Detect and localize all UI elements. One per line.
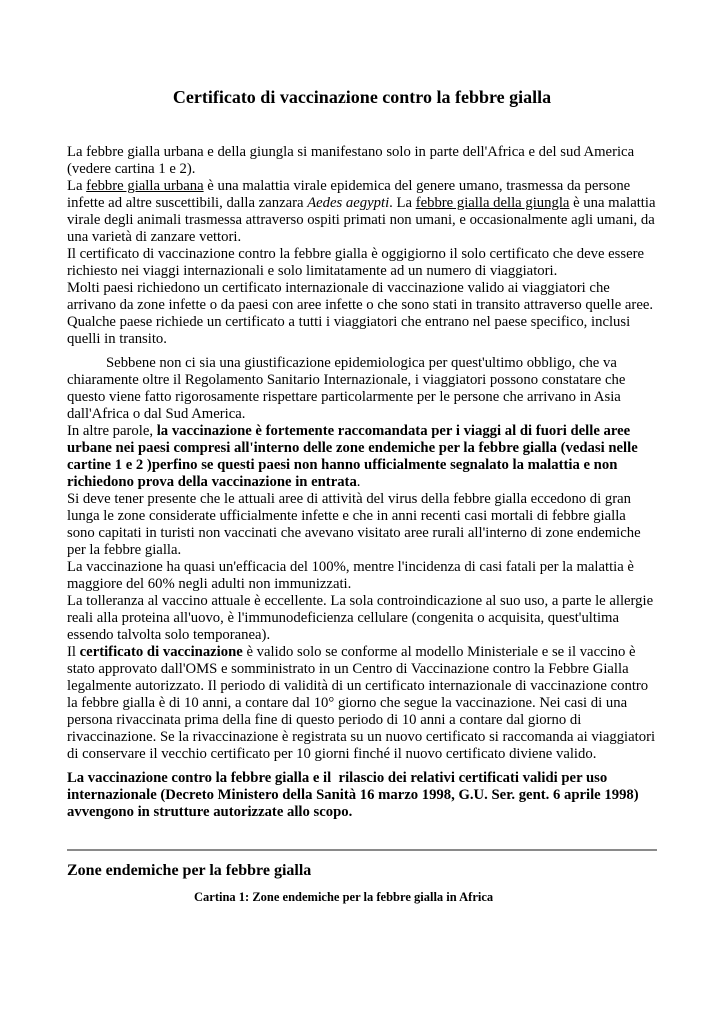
paragraph-recommendation xyxy=(67,423,657,491)
text-segment: . La xyxy=(389,195,416,211)
text-segment: La vaccinazione ha quasi un'efficacia del 100%, mentre l'incidenza di casi fatali per la malattia è maggiore del 60% negli adulti non immunizzati. xyxy=(67,559,638,592)
text-segment: la vaccinazione è fortemente raccomandata per i viaggi al di fuori delle aree urbane nei paesi compresi all'interno delle zone endemiche per la febbre gialla (vedasi nelle cartine 1 e 2 )perfino se questi paesi non hanno ufficialmente segnalato la malattia e non richiedono prova della vaccinazione in entrata xyxy=(67,423,642,490)
text-segment: Si deve tener presente che le attuali aree di attività del virus della febbre gialla eccedono di gran lunga le zone considerate ufficialmente infette e che in anni recenti casi mortali di febbre gialla sono capitati in turisti non vaccinati che avevano visitato aree rurali all'interno di zone endemiche per la febbre gialla. xyxy=(67,491,645,558)
paragraph-intro xyxy=(67,144,657,178)
paragraph-disease-types xyxy=(67,178,660,246)
section-heading: Zone endemiche per la febbre gialla xyxy=(67,862,312,879)
text-segment: febbre gialla della giungla xyxy=(415,195,570,211)
text-segment: La vaccinazione contro la febbre gialla e il rilascio dei relativi certificati validi per uso internazionale (Decreto Ministero della Sanità 16 marzo 1998, G.U. Ser. gent. 6 aprile 1998) avvengono in strutture autorizzate allo scopo. xyxy=(67,770,643,820)
text-segment: è una malattia virale degli animali trasmessa attraverso ospiti primati non umani, e occasionalmente agli umani, da una varietà di zanzare vettori. xyxy=(67,195,660,245)
text-segment: febbre gialla urbana xyxy=(86,178,204,194)
text-segment: certificato di vaccinazione xyxy=(79,644,243,660)
paragraph-decree xyxy=(67,770,657,821)
paragraph-certificate-requirement xyxy=(67,246,657,280)
text-segment: La febbre gialla urbana e della giungla si manifestano solo in parte dell'Africa e del sud America (vedere cartina 1 e 2). xyxy=(67,144,638,177)
paragraph-tolerance xyxy=(67,593,657,644)
text-segment: Il xyxy=(67,644,80,660)
text-segment: Molti paesi richiedono un certificato internazionale di vaccinazione valido ai viaggiatori che arrivano da zone infette o da paesi con aree infette o che sono stati in transito attraverso quelle aree. Qualche paese richiede un certificato a tutti i viaggiatori che entrano nel paese specifico, inclusi quelli in transito. xyxy=(67,280,657,347)
text-segment: La tolleranza al vaccino attuale è eccellente. La sola controindicazione al suo uso, a parte le allergie reali alla proteina all'uovo, è l'immunodeficienza cellulare (congenita o acquisita, quest'ultima essendo talvolta solo temporanea). xyxy=(67,593,657,643)
map-caption: Cartina 1: Zone endemiche per la febbre gialla in Africa xyxy=(194,890,494,904)
paragraph-efficacy xyxy=(67,559,657,593)
document-title: Certificato di vaccinazione contro la febbre gialla xyxy=(172,87,552,107)
text-segment: Il certificato di vaccinazione contro la febbre gialla è oggigiorno il solo certificato che deve essere richiesto nei viaggi internazionali e solo limitatamente ad un numero di viaggiatori. xyxy=(67,246,648,279)
section-divider xyxy=(67,849,657,851)
text-segment: La xyxy=(67,178,87,194)
paragraph-country-requirements xyxy=(67,280,657,348)
text-segment: In altre parole, xyxy=(67,423,157,439)
text-segment: Sebbene non ci sia una giustificazione epidemiologica per quest'ultimo obbligo, che va chiaramente oltre il Regolamento Sanitario Internazionale, i viaggiatori possono constatare che questo viene fatto rigorosamente rispettare particolarmente per le persone che arrivano in Asia dall'Africa o dal Sud America. xyxy=(67,355,630,422)
paragraph-epidemiological-note xyxy=(67,355,657,423)
text-segment: . xyxy=(356,474,361,490)
paragraph-validity xyxy=(67,644,657,763)
text-segment: è una malattia virale epidemica del genere umano, trasmessa da persone infette ad altre suscettibili, dalla zanzara xyxy=(67,178,634,211)
document-body xyxy=(67,144,660,821)
text-segment: Aedes aegypti xyxy=(307,195,390,211)
paragraph-virus-activity xyxy=(67,491,657,559)
text-segment: è valido solo se conforme al modello Ministeriale e se il vaccino è stato approvato dall'OMS e somministrato in un Centro di Vaccinazione contro la Febbre Gialla legalmente autorizzato. Il periodo di validità di un certificato internazionale di vaccinazione contro la febbre gialla è di 10 anni, a contare dal 10° giorno che segue la vaccinazione. Nei casi di una persona rivaccinata prima della fine di questo periodo di 10 anni a contare dal giorno di rivaccinazione. Se la rivaccinazione è registrata su un nuovo certificato si raccomanda ai viaggiatori di conservare il vecchio certificato per 10 giorni finché il nuovo certificato diviene valido. xyxy=(67,644,659,762)
